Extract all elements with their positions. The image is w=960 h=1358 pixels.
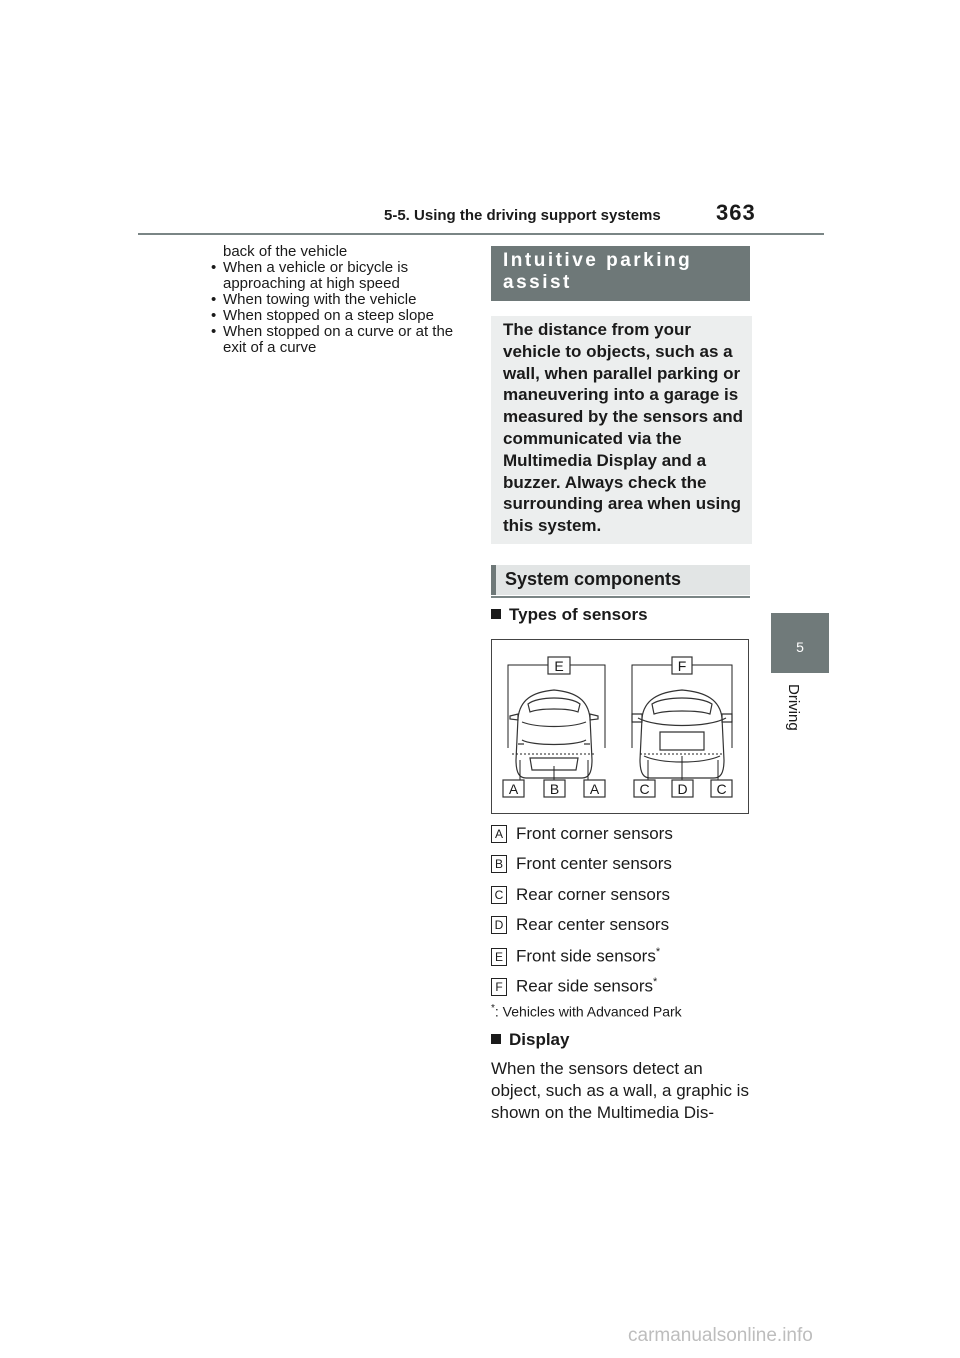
section-title-bar — [491, 246, 750, 301]
list-item: • When towing with the vehicle — [211, 292, 471, 308]
legend-text: Front center sensors — [516, 854, 672, 873]
diagram-label-e: E — [554, 658, 564, 674]
diagram-label-a: A — [589, 781, 600, 797]
footnote-mark: * — [655, 946, 661, 958]
system-components-heading — [491, 565, 750, 595]
condition-list — [211, 260, 471, 356]
page-number: 363 — [716, 200, 756, 225]
subheading-text: Display — [509, 1030, 570, 1049]
page-title: Intuitive parking assist — [503, 250, 693, 293]
footnote-text: : Vehicles with Advanced Park — [494, 1003, 682, 1020]
legend-row — [491, 885, 670, 903]
sensor-diagram-illustration — [492, 640, 748, 813]
legend-key: F — [491, 978, 507, 996]
display-subheading — [491, 1030, 569, 1050]
left-column — [211, 244, 471, 356]
legend-row — [491, 915, 669, 933]
front-car-illustration — [510, 690, 598, 778]
legend-row — [491, 824, 673, 842]
legend-key: E — [491, 948, 507, 966]
chapter-number: 5 — [796, 639, 804, 655]
subheading-text: Types of sensors — [509, 605, 648, 624]
intro-box — [491, 316, 752, 544]
diagram-label-d: D — [677, 781, 688, 797]
continued-text: back of the vehicle — [223, 243, 348, 260]
display-paragraph: When the sensors detect an object, such as a wall, a graphic is shown on the Multimedia Dis- — [491, 1059, 749, 1122]
legend-text: Front corner sensors — [516, 824, 673, 843]
diagram-label-b: B — [549, 781, 560, 797]
heading-text: System components — [505, 569, 682, 589]
legend-text: Rear center sensors — [516, 915, 670, 934]
footnote — [491, 1003, 682, 1020]
sensors-subheading — [491, 605, 648, 625]
diagram-label-c: C — [716, 781, 727, 797]
legend-key: B — [491, 855, 507, 873]
chapter-tab — [771, 613, 829, 673]
legend-row — [491, 854, 672, 872]
square-bullet-icon — [491, 1034, 501, 1044]
chapter-label: Driving — [785, 684, 802, 731]
diagram-label-c: C — [639, 781, 650, 797]
section-title: 5-5. Using the driving support systems — [384, 207, 661, 224]
legend-key: C — [491, 886, 507, 904]
legend-text: Rear side sensors — [516, 976, 654, 996]
square-bullet-icon — [491, 609, 501, 619]
watermark: carmanualsonline.info — [628, 1325, 813, 1346]
list-item: • When a vehicle or bicycle is approaching at high speed — [211, 260, 471, 292]
diagram-label-f: F — [677, 658, 687, 674]
diagram-label-a: A — [508, 781, 519, 797]
list-item: • When stopped on a curve or at the exit of a curve — [211, 324, 471, 356]
footnote-mark: * — [491, 1003, 495, 1014]
intro-text: The distance from your vehicle to objects, such as a wall, when parallel parking or maneuvering into a garage is measured by the sensors and communicated via the Multimedia Display and a buzzer. Always check the surrounding area when using this system. — [503, 320, 743, 536]
legend-text: Front side sensors — [516, 946, 656, 966]
legend-row — [491, 976, 657, 994]
legend-key: A — [491, 825, 507, 843]
legend-text: Rear corner sensors — [516, 885, 671, 904]
sensor-diagram — [491, 639, 749, 814]
footnote-mark: * — [653, 976, 658, 988]
legend-row — [491, 946, 660, 964]
legend-key: D — [491, 916, 507, 934]
list-item: • When stopped on a steep slope — [211, 308, 471, 324]
header-rule — [138, 233, 824, 235]
heading-rule — [491, 596, 750, 598]
